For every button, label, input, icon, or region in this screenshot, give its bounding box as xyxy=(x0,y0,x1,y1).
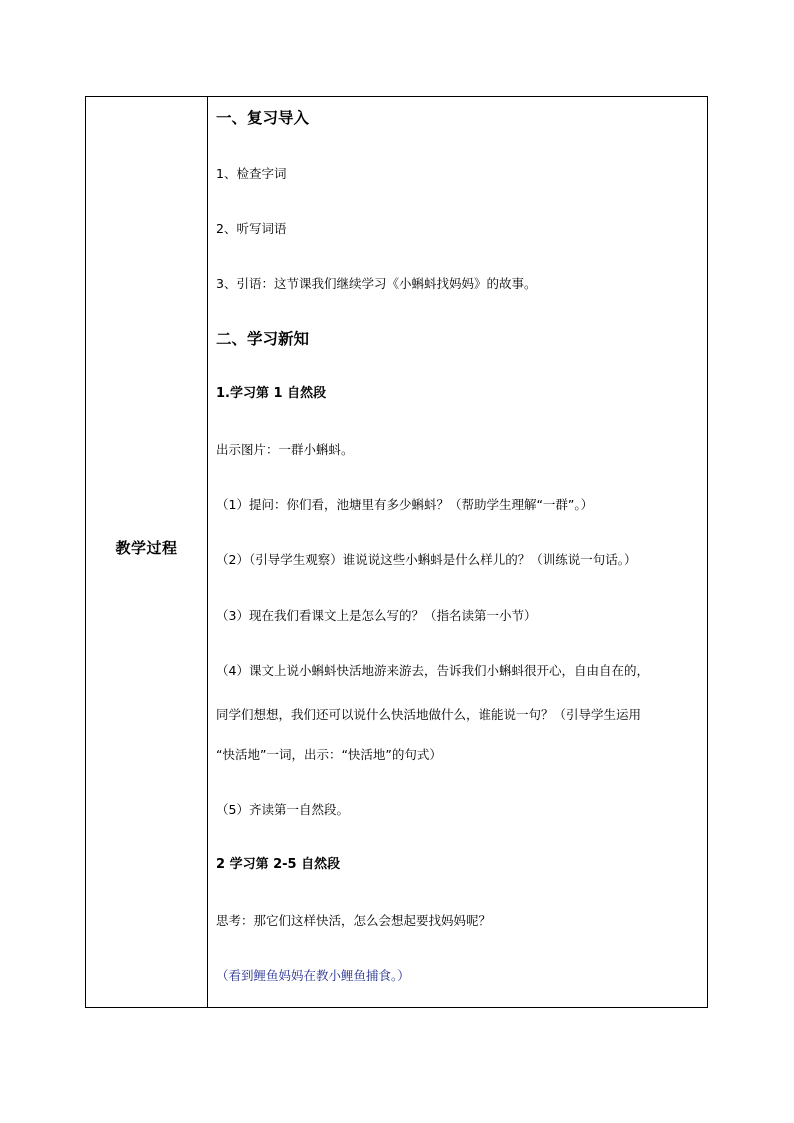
question-4-line-2: 同学们想想，我们还可以说什么快活地做什么，谁能说一句？（引导学生运用 xyxy=(216,707,642,722)
section-heading-new-knowledge: 二、学习新知 xyxy=(216,330,310,348)
question-5: （5）齐读第一自然段。 xyxy=(216,802,349,817)
review-step-3: 3、引语：这节课我们继续学习《小蝌蚪找妈妈》的故事。 xyxy=(216,276,537,291)
row-label-teaching-process: 教学过程 xyxy=(115,539,178,557)
column-divider xyxy=(207,97,208,1007)
subheading-paragraph-1: 1.学习第 1 自然段 xyxy=(216,386,327,401)
thinking-question: 思考：那它们这样快活，怎么会想起要找妈妈呢？ xyxy=(216,913,492,928)
question-1: （1）提问：你们看，池塘里有多少蝌蚪？（帮助学生理解“一群”。） xyxy=(216,497,594,512)
lesson-plan-table xyxy=(85,96,708,1008)
question-2: （2）（引导学生观察）谁说说这些小蝌蚪是什么样儿的？（训练说一句话。） xyxy=(216,552,637,567)
review-step-2: 2、听写词语 xyxy=(216,221,287,236)
show-picture-line: 出示图片：一群小蝌蚪。 xyxy=(216,442,354,457)
question-4-line-1: （4）课文上说小蝌蚪快活地游来游去，告诉我们小蝌蚪很开心，自由自在的， xyxy=(216,663,649,678)
question-3: （3）现在我们看课文上是怎么写的？（指名读第一小节） xyxy=(216,608,537,623)
question-4-line-3: “快活地”一词，出示：“快活地”的句式） xyxy=(216,747,442,762)
section-heading-review: 一、复习导入 xyxy=(216,109,310,127)
subheading-paragraph-2-5: 2 学习第 2-5 自然段 xyxy=(216,857,341,872)
answer-note: （看到鲤鱼妈妈在教小鲤鱼捕食。） xyxy=(216,968,410,983)
review-step-1: 1、检查字词 xyxy=(216,166,287,181)
